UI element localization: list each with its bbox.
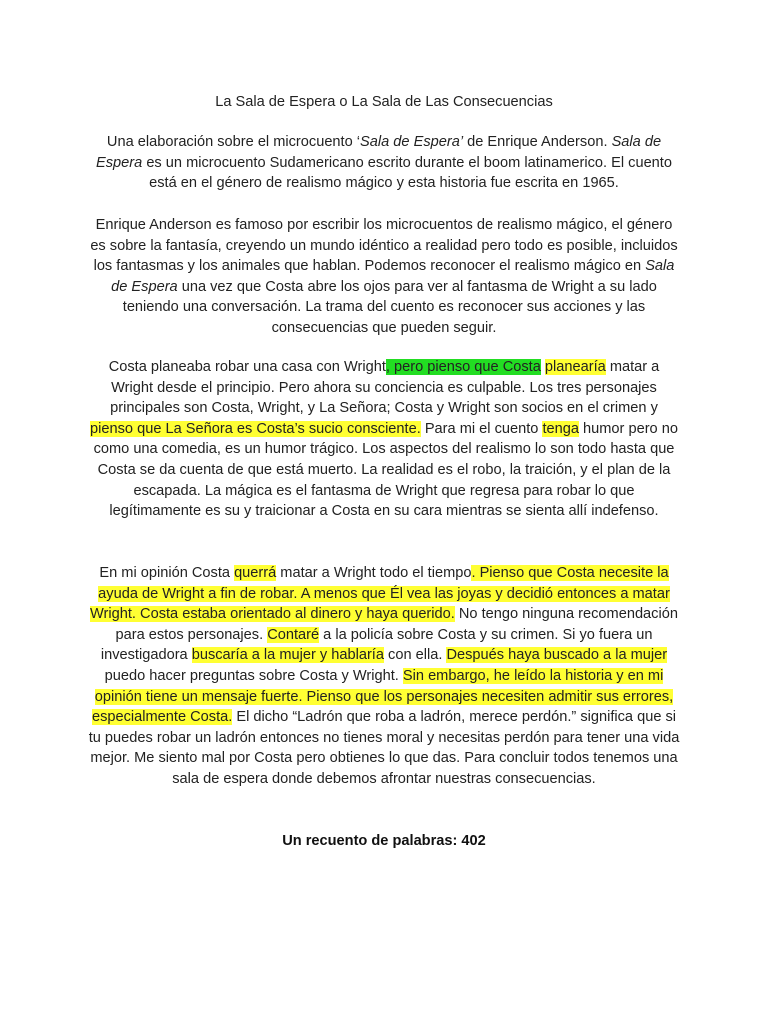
highlighted-text: pienso que La Señora es Costa’s sucio consciente. — [90, 420, 421, 437]
highlighted-text: Sin embargo, he leído la historia y en mi opinión tiene un mensaje fuerte. Pienso que los personajes necesiten admitir sus errores, especialmente Costa. — [91, 667, 674, 726]
highlighted-text: Contaré — [267, 626, 320, 643]
text-run: Costa planeaba robar una casa con Wright — [108, 359, 386, 375]
text-run: es un microcuento Sudamericano escrito durante el boom latinamerico. El cuento está en el género de realismo mágico y esta historia fue escrita en 1965. — [142, 154, 672, 192]
text-run: matar a Wright desde el principio. Pero ahora su conciencia es culpable. Los tres personajes principales son Costa, Wright, y La Señora; Costa y Wright son socios en el crimen y — [110, 359, 660, 417]
paragraph-intro — [88, 132, 680, 194]
text-run: En mi opinión Costa — [99, 565, 235, 581]
italic-title: Sala de Espera — [96, 134, 662, 171]
highlighted-text: tenga — [542, 420, 579, 437]
italic-title: Sala de Espera — [111, 258, 675, 295]
paragraph-plot — [88, 357, 680, 522]
paragraph-magical-realism — [88, 215, 680, 339]
text-run: matar a Wright todo el tiempo — [276, 565, 472, 581]
text-run: Una elaboración sobre el microcuento ‘ — [106, 134, 361, 150]
word-count: Un recuento de palabras: 402 — [282, 833, 486, 849]
highlighted-text: . Pienso que Costa necesite la ayuda de Wright a fin de robar. A menos que Él vea las joyas y decidió entonces a matar Wright. Costa estaba orientado al dinero y haya querido. — [90, 565, 670, 623]
highlighted-text: Después haya buscado a la mujer — [446, 647, 668, 664]
text-run: con ella. — [383, 647, 447, 664]
text-run: Enrique Anderson es famoso por escribir los microcuentos de realismo mágico, el género es sobre la fantasía, creyendo un mundo idéntico a realidad pero todo es posible, incluidos los fantasmas y los animales que hablan. Podemos reconocer el realismo mágico en — [90, 217, 678, 275]
text-run: humor pero no como una comedia, es un humor trágico. Los aspectos del realismo lo son todo hasta que Costa se da cuenta de que está muerto. La realidad es el robo, la traición, y el plan de la escapada. La mágica es el fantasma de Wright que regresa para robar lo que legítimamente es su y traicionar a Costa en su cara mientras se sienta allí indefenso. — [93, 420, 678, 520]
text-run: Para mi el cuento — [420, 420, 543, 437]
text-run: puedo hacer preguntas sobre Costa y Wright. — [104, 667, 403, 684]
text-run: El dicho “Ladrón que roba a ladrón, merece perdón.” significa que si tu puedes robar un ladrón entonces no tienes moral y necesitas perdón para tener una vida mejor. Me siento mal por Costa pero obtienes lo que das. Para concluir todos tenemos una sala de espera donde debemos afrontar nuestras consecuencias. — [88, 709, 680, 787]
text-run: de Enrique Anderson. — [463, 134, 612, 150]
text-run: a la policía sobre Costa y su crimen. Si yo fuera un investigadora — [100, 626, 653, 664]
paragraph-opinion — [88, 563, 680, 790]
highlighted-text: buscaría a la mujer y hablaría — [191, 647, 384, 664]
highlighted-text: planearía — [544, 359, 606, 375]
document-title: La Sala de Espera o La Sala de Las Consecuencias — [215, 94, 553, 110]
text-run: una vez que Costa abre los ojos para ver al fantasma de Wright a su lado teniendo una conversación. La trama del cuento es reconocer sus acciones y las consecuencias que pueden seguir. — [122, 278, 657, 336]
text-run: No tengo ninguna recomendación para estos personajes. — [115, 606, 678, 643]
highlighted-text: querrá — [234, 565, 277, 581]
italic-title: Sala de Espera’ — [360, 134, 464, 150]
highlighted-text-green: , pero pienso que Costa — [385, 359, 541, 375]
